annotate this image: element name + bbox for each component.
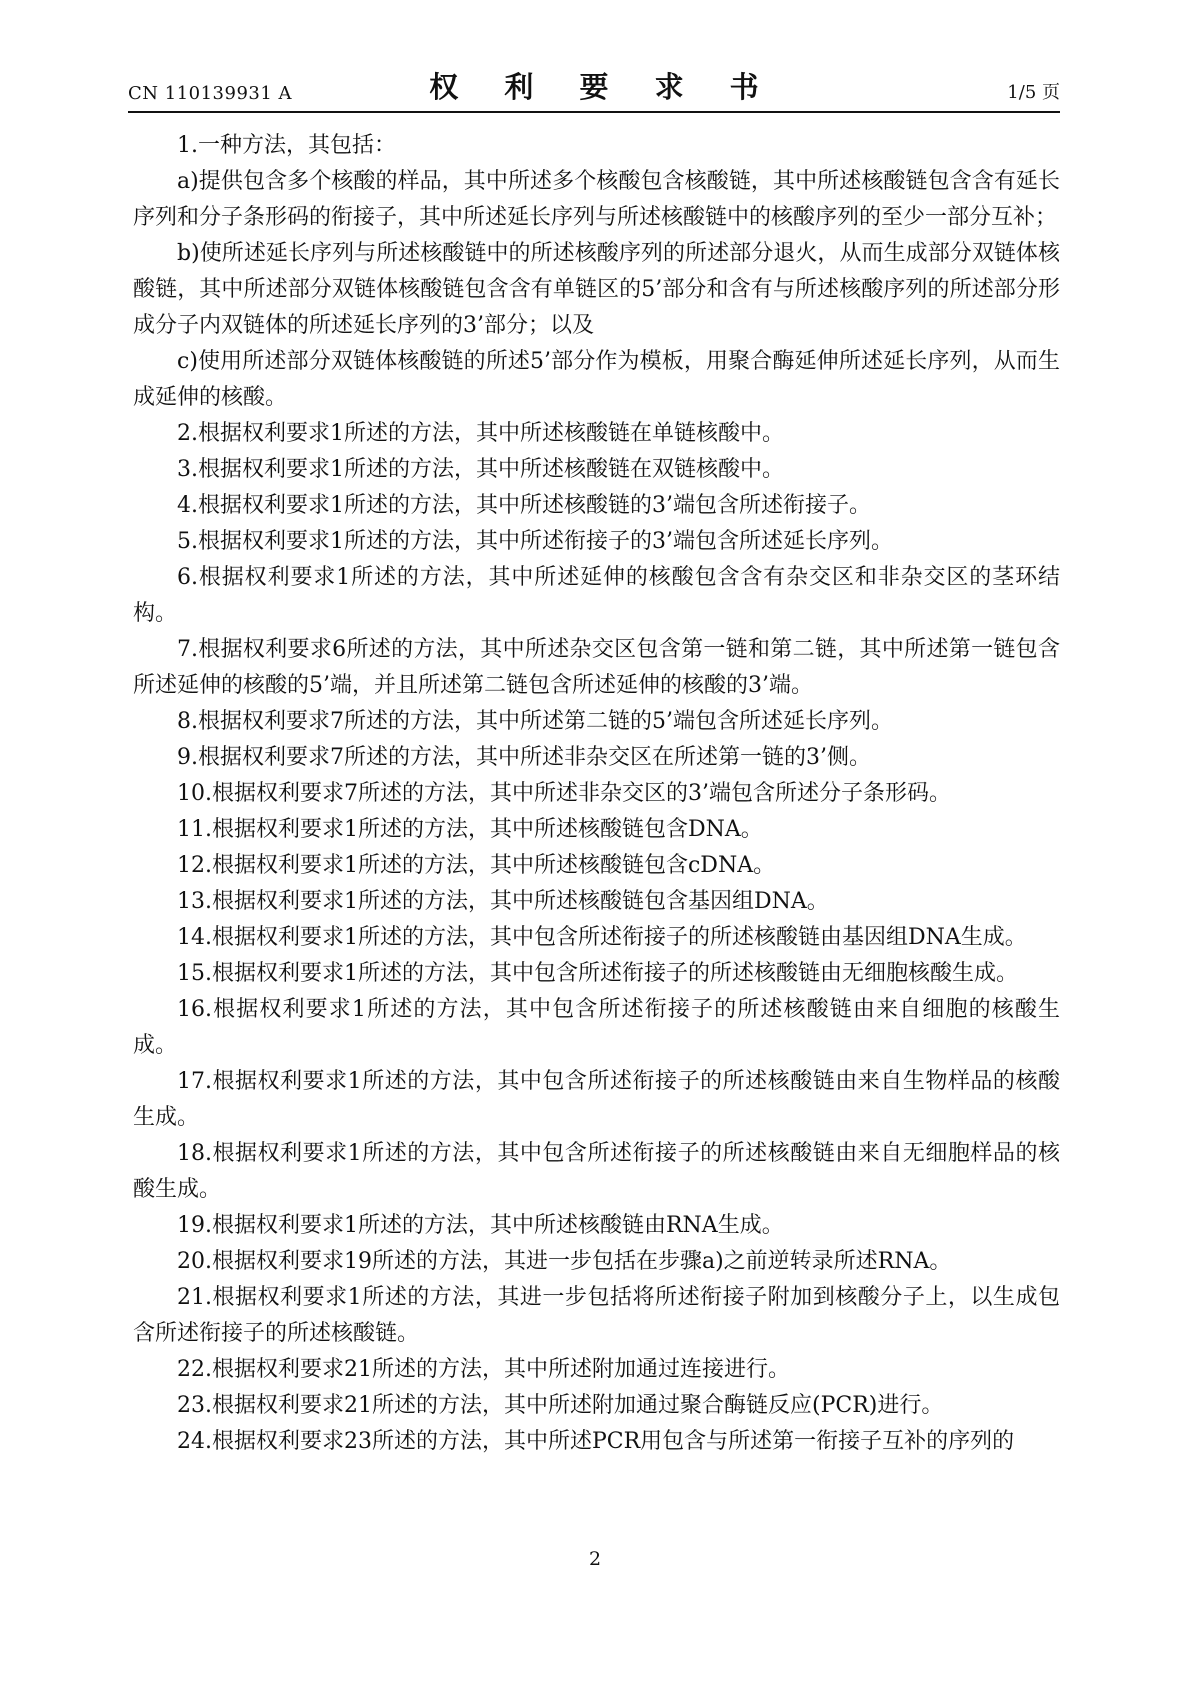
claim-paragraph: 24.根据权利要求23所述的方法，其中所述PCR用包含与所述第一衔接子互补的序列的 (177, 1429, 1015, 1454)
claim-paragraph: 22.根据权利要求21所述的方法，其中所述附加通过连接进行。 (177, 1357, 790, 1382)
claim-paragraph: 2.根据权利要求1所述的方法，其中所述核酸链在单链核酸中。 (177, 421, 784, 446)
claim-paragraph: 16.根据权利要求1所述的方法，其中包含所述衔接子的所述核酸链由来自细胞的核酸生成。 (133, 997, 1060, 1058)
claim-paragraph: 5.根据权利要求1所述的方法，其中所述衔接子的3’端包含所述延长序列。 (177, 529, 893, 554)
claim-paragraph: 4.根据权利要求1所述的方法，其中所述核酸链的3’端包含所述衔接子。 (177, 493, 871, 518)
claim-paragraph: 15.根据权利要求1所述的方法，其中包含所述衔接子的所述核酸链由无细胞核酸生成。 (177, 961, 1018, 986)
claim-paragraph: 13.根据权利要求1所述的方法，其中所述核酸链包含基因组DNA。 (177, 889, 829, 914)
claim-paragraph: b)使所述延长序列与所述核酸链中的所述核酸序列的所述部分退火，从而生成部分双链体核酸链，其中所述部分双链体核酸链包含含有单链区的5’部分和含有与所述核酸序列的所述部分形成分子内双链体的所述延长序列的3’部分；以及 (133, 241, 1060, 338)
claim-paragraph: 6.根据权利要求1所述的方法，其中所述延伸的核酸包含含有杂交区和非杂交区的茎环结构。 (133, 565, 1060, 626)
header-rule (128, 111, 1060, 113)
claim-paragraph: c)使用所述部分双链体核酸链的所述5’部分作为模板，用聚合酶延伸所述延长序列，从而生成延伸的核酸。 (133, 349, 1060, 410)
claims-body (133, 128, 1060, 1460)
patent-number: CN 110139931 A (128, 83, 293, 104)
claim-paragraph: 12.根据权利要求1所述的方法，其中所述核酸链包含cDNA。 (177, 853, 776, 878)
claim-paragraph: 7.根据权利要求6所述的方法，其中所述杂交区包含第一链和第二链，其中所述第一链包含所述延伸的核酸的5’端，并且所述第二链包含所述延伸的核酸的3’端。 (133, 637, 1060, 698)
page-header (128, 68, 1060, 112)
claim-paragraph: 23.根据权利要求21所述的方法，其中所述附加通过聚合酶链反应(PCR)进行。 (177, 1393, 944, 1418)
claim-paragraph: 1.一种方法，其包括： (177, 133, 396, 158)
claim-paragraph: 17.根据权利要求1所述的方法，其中包含所述衔接子的所述核酸链由来自生物样品的核酸生成。 (133, 1069, 1060, 1130)
claim-paragraph: 14.根据权利要求1所述的方法，其中包含所述衔接子的所述核酸链由基因组DNA生成。 (177, 925, 1027, 950)
claim-paragraph: 11.根据权利要求1所述的方法，其中所述核酸链包含DNA。 (177, 817, 763, 842)
claim-paragraph: 21.根据权利要求1所述的方法，其进一步包括将所述衔接子附加到核酸分子上，以生成包含所述衔接子的所述核酸链。 (133, 1285, 1060, 1346)
page-number: 2 (588, 1548, 602, 1570)
claim-paragraph: 9.根据权利要求7所述的方法，其中所述非杂交区在所述第一链的3’侧。 (177, 745, 871, 770)
claim-paragraph: 18.根据权利要求1所述的方法，其中包含所述衔接子的所述核酸链由来自无细胞样品的核酸生成。 (133, 1141, 1060, 1202)
document-title: 权 利 要 求 书 (429, 70, 777, 104)
claim-paragraph: 8.根据权利要求7所述的方法，其中所述第二链的5’端包含所述延长序列。 (177, 709, 893, 734)
claim-paragraph: 20.根据权利要求19所述的方法，其进一步包括在步骤a)之前逆转录所述RNA。 (177, 1249, 952, 1274)
claim-paragraph: 19.根据权利要求1所述的方法，其中所述核酸链由RNA生成。 (177, 1213, 784, 1238)
claim-paragraph: 10.根据权利要求7所述的方法，其中所述非杂交区的3’端包含所述分子条形码。 (177, 781, 951, 806)
claim-paragraph: a)提供包含多个核酸的样品，其中所述多个核酸包含核酸链，其中所述核酸链包含含有延长序列和分子条形码的衔接子，其中所述延长序列与所述核酸链中的核酸序列的至少一部分互补； (133, 169, 1060, 230)
page-indicator: 1/5 页 (1007, 82, 1060, 103)
claim-paragraph: 3.根据权利要求1所述的方法，其中所述核酸链在双链核酸中。 (177, 457, 784, 482)
